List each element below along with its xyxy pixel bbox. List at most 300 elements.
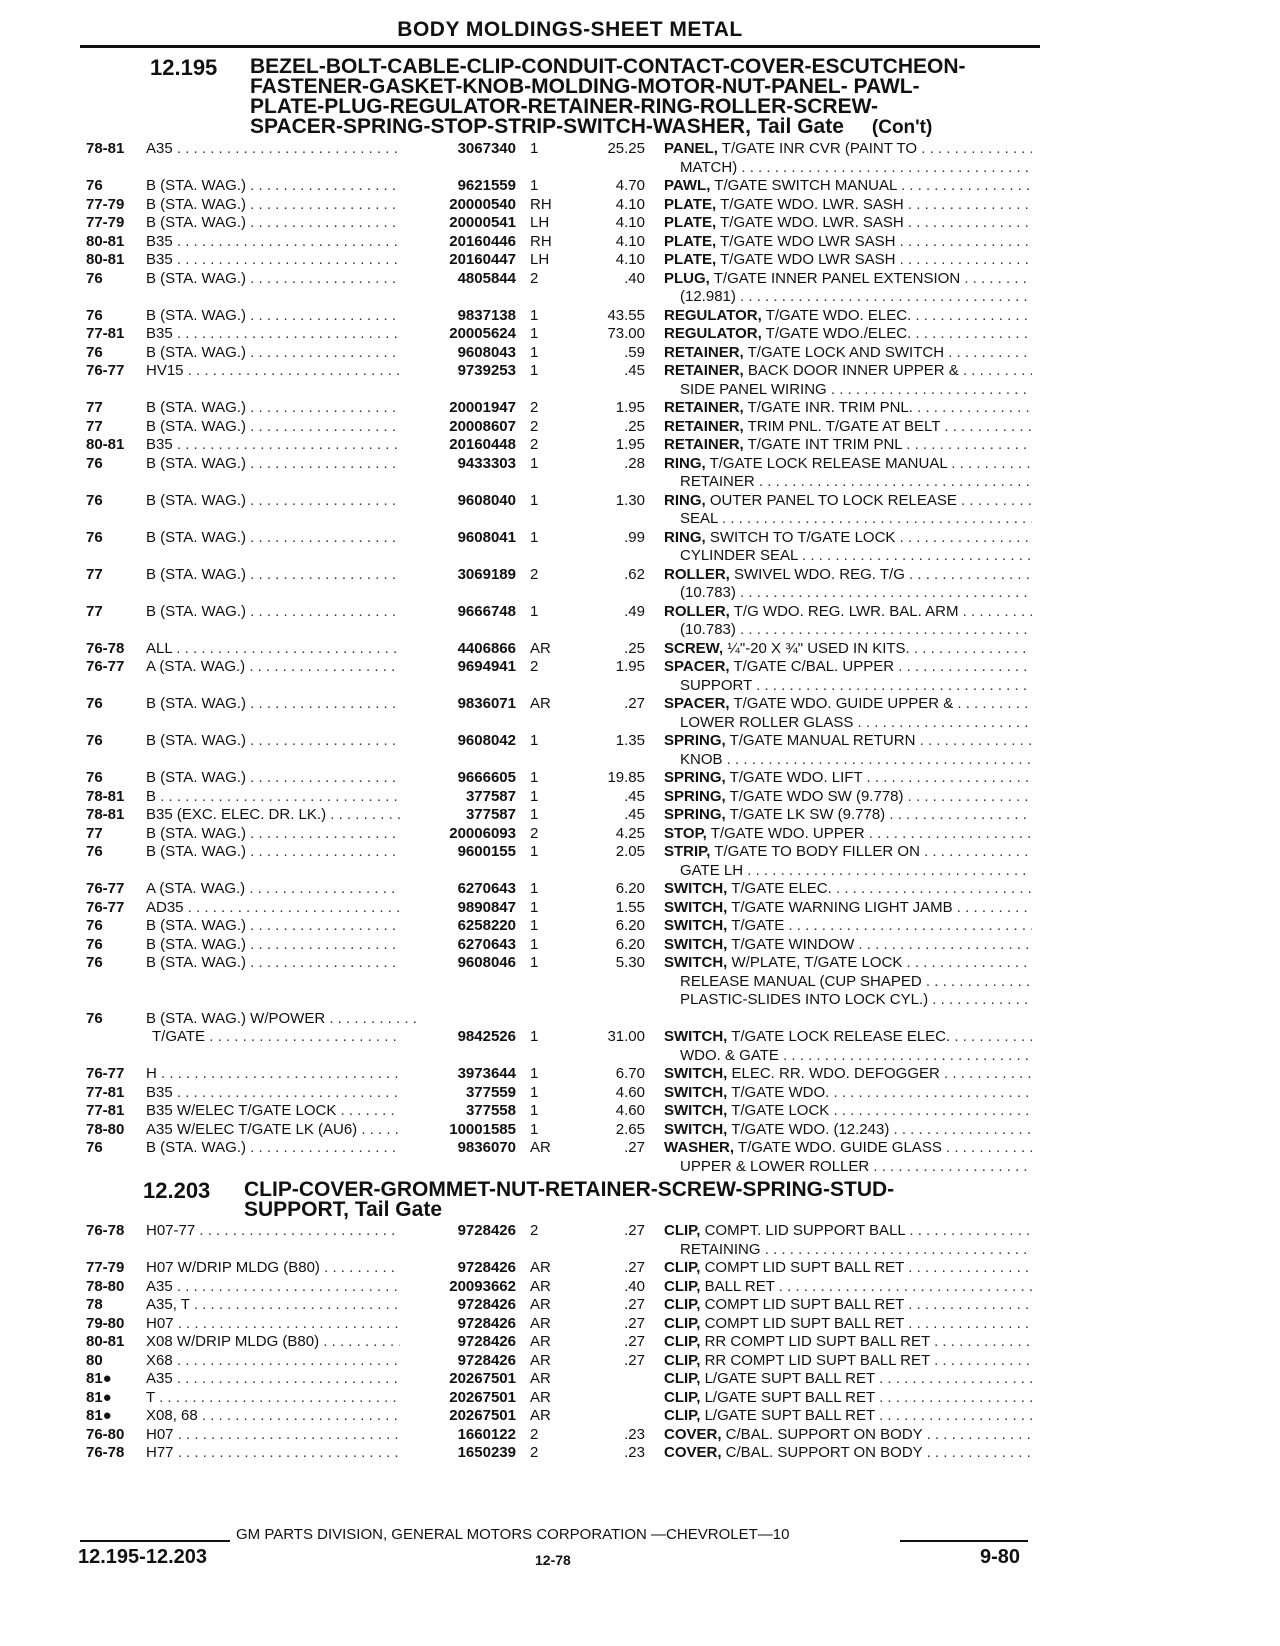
price: 1.55	[615, 898, 645, 916]
price: .25	[624, 639, 645, 657]
part-number: 9694941	[400, 658, 516, 677]
price: .62	[624, 565, 645, 583]
table-row	[0, 936, 1280, 955]
model-years: 79-80	[86, 1314, 125, 1332]
model-code: B (STA. WAG.) . . .	[146, 196, 416, 215]
table-row	[0, 1084, 1280, 1103]
price: 4.60	[615, 1083, 645, 1101]
price: 6.70	[615, 1065, 645, 1082]
part-number: 9666605	[400, 769, 516, 788]
model-code-continued: T/GATE . . .	[152, 1028, 422, 1047]
model-code: A35 . . .	[146, 140, 416, 159]
part-detail: T/GATE INR. TRIM PNL.	[743, 399, 913, 416]
part-number: 4406866	[400, 640, 516, 659]
quantity: 1	[530, 1120, 539, 1138]
part-description	[664, 214, 1032, 233]
quantity: AR	[530, 1333, 551, 1350]
model-years: 80	[86, 1351, 103, 1369]
price: .45	[624, 806, 645, 823]
table-row-continuation	[0, 1241, 1280, 1260]
model-code: B (STA. WAG.) . . .	[146, 695, 416, 714]
price: 6.20	[615, 917, 645, 934]
part-description	[664, 917, 1032, 936]
price: 4.60	[615, 1102, 645, 1119]
price: .45	[624, 362, 645, 379]
part-detail: RR COMPT LID SUPT BALL RET	[700, 1333, 930, 1350]
part-description	[664, 1389, 1032, 1408]
part-number: 9608040	[400, 492, 516, 511]
part-description	[664, 399, 1032, 418]
quantity: 1	[530, 1102, 539, 1119]
table-row-continuation	[0, 1047, 1280, 1066]
part-description-continued: (10.783) . . .	[680, 584, 1032, 603]
model-code: H77 . . .	[146, 1444, 416, 1463]
part-number: 4805844	[400, 270, 516, 289]
price: 4.70	[615, 177, 645, 194]
footer-publisher: GM PARTS DIVISION, GENERAL MOTORS CORPORATION —CHEVROLET—10	[236, 1526, 790, 1543]
table-row-continuation	[0, 584, 1280, 603]
part-name: CLIP,	[664, 1296, 701, 1313]
price: 4.25	[615, 824, 645, 842]
part-name: RETAINER,	[664, 417, 744, 435]
part-name: SCREW,	[664, 639, 724, 657]
section-title	[250, 57, 966, 138]
part-description-continued: SIDE PANEL WIRING . . .	[680, 381, 1032, 400]
part-description	[664, 603, 1032, 622]
quantity: AR	[530, 1407, 551, 1424]
quantity: 2	[530, 269, 539, 287]
model-years: 76	[86, 1139, 103, 1156]
part-name: RETAINER,	[664, 436, 744, 453]
part-number: 9739253	[400, 362, 516, 381]
table-row	[0, 418, 1280, 437]
part-description	[664, 1222, 1032, 1241]
table-row-continuation	[0, 510, 1280, 529]
part-name: WASHER,	[664, 1139, 735, 1156]
part-description	[664, 1352, 1032, 1371]
price: 19.85	[607, 769, 645, 786]
part-description	[664, 307, 1032, 326]
part-detail: COMPT LID SUPT BALL RET	[700, 1314, 905, 1332]
part-description	[664, 344, 1032, 363]
table-row	[0, 1296, 1280, 1315]
quantity: AR	[530, 1314, 551, 1332]
model-code: H07 . . .	[146, 1426, 416, 1445]
section-header	[0, 1178, 1280, 1222]
part-number: 20160446	[400, 233, 516, 252]
table-row	[0, 1315, 1280, 1334]
quantity: 1	[530, 343, 539, 361]
model-years: 78-81	[86, 806, 125, 823]
quantity: 1	[530, 602, 539, 620]
price: .99	[624, 528, 645, 546]
part-number: 20160447	[400, 251, 516, 270]
part-number: 9433303	[400, 455, 516, 474]
part-detail: T/GATE TO BODY FILLER ON	[710, 843, 920, 860]
part-name: CLIP,	[664, 1259, 701, 1276]
footer-rule	[900, 1540, 1028, 1542]
table-row	[0, 214, 1280, 233]
part-description	[664, 843, 1032, 862]
table-row	[0, 917, 1280, 936]
price: 73.00	[607, 325, 645, 342]
part-number: 377587	[400, 806, 516, 825]
price: .25	[624, 417, 645, 435]
part-detail: ELEC. RR. WDO. DEFOGGER	[727, 1065, 940, 1082]
footer-group-range: 12.195-12.203	[78, 1546, 208, 1568]
part-detail: T/GATE WINDOW	[727, 935, 855, 953]
model-code: B (STA. WAG.) . . .	[146, 843, 416, 862]
parts-list	[0, 140, 1280, 1176]
model-years: 77-79	[86, 1259, 125, 1276]
table-row-continuation	[0, 1158, 1280, 1177]
footer-date: 12-78	[535, 1552, 571, 1568]
model-code: B (STA. WAG.) . . .	[146, 917, 416, 936]
price: .27	[624, 1259, 645, 1276]
part-description	[664, 362, 1032, 381]
model-code: B (STA. WAG.) W/POWER . . .	[146, 1010, 416, 1029]
part-description	[664, 196, 1032, 215]
section-title-line: CLIP-COVER-GROMMET-NUT-RETAINER-SCREW-SPRING-STUD-	[244, 1178, 895, 1201]
table-row-continuation	[0, 547, 1280, 566]
table-row	[0, 769, 1280, 788]
price: 25.25	[607, 140, 645, 157]
price: .27	[624, 1351, 645, 1369]
model-years: 77	[86, 565, 103, 583]
part-number: 6258220	[400, 917, 516, 936]
table-row	[0, 399, 1280, 418]
model-code: B . . .	[146, 788, 416, 807]
table-row	[0, 1407, 1280, 1426]
section-title-line: PLATE-PLUG-REGULATOR-RETAINER-RING-ROLLER-SCREW-	[250, 95, 878, 118]
model-code: B (STA. WAG.) . . .	[146, 455, 416, 474]
model-years: 76	[86, 954, 103, 971]
part-detail: T/GATE WDO. UPPER	[706, 824, 865, 842]
table-row	[0, 307, 1280, 326]
model-years: 76	[86, 177, 103, 194]
part-detail: T/GATE WDO. GUIDE UPPER &	[729, 695, 954, 712]
part-detail: T/GATE LOCK	[727, 1102, 830, 1119]
part-description	[664, 1333, 1032, 1352]
part-name: RING,	[664, 528, 706, 546]
quantity: 2	[530, 824, 539, 842]
part-number: 377559	[400, 1084, 516, 1103]
part-description	[664, 1084, 1032, 1103]
part-detail: T/GATE C/BAL. UPPER	[729, 658, 895, 675]
model-years: 80-81	[86, 436, 125, 453]
quantity: LH	[530, 214, 550, 231]
model-years: 76-77	[86, 898, 125, 916]
parts-list	[0, 1222, 1280, 1463]
part-detail: C/BAL. SUPPORT ON BODY	[721, 1425, 923, 1443]
part-number: 20000540	[400, 196, 516, 215]
table-row	[0, 1426, 1280, 1445]
table-row	[0, 140, 1280, 159]
part-number: 3067340	[400, 140, 516, 159]
part-description	[664, 695, 1032, 714]
part-number: 9608046	[400, 954, 516, 973]
part-name: ROLLER,	[664, 565, 730, 583]
part-description	[664, 732, 1032, 751]
model-years: 76	[86, 306, 103, 324]
model-code: B (STA. WAG.) . . .	[146, 307, 416, 326]
part-name: COVER,	[664, 1444, 722, 1461]
price: .27	[624, 695, 645, 712]
part-detail: T/GATE INT TRIM PNL	[743, 436, 903, 453]
table-row	[0, 233, 1280, 252]
price: .28	[624, 454, 645, 472]
part-number: 9666748	[400, 603, 516, 622]
part-name: CLIP,	[664, 1222, 701, 1239]
table-row	[0, 695, 1280, 714]
quantity: 1	[530, 843, 539, 860]
quantity: 1	[530, 1083, 539, 1101]
part-description	[664, 954, 1032, 973]
part-description	[664, 1259, 1032, 1278]
part-detail: T/GATE WDO LWR SASH	[716, 251, 896, 268]
part-number: 20160448	[400, 436, 516, 455]
part-number: 20005624	[400, 325, 516, 344]
part-number: 9608041	[400, 529, 516, 548]
model-code: H07-77 . . .	[146, 1222, 416, 1241]
table-row	[0, 1010, 1280, 1029]
part-detail: T/GATE LOCK AND SWITCH	[743, 343, 945, 361]
quantity: AR	[530, 1277, 551, 1295]
price: 1.95	[615, 436, 645, 453]
quantity: 2	[530, 436, 539, 453]
part-description	[664, 1296, 1032, 1315]
table-row	[0, 436, 1280, 455]
model-code: A35 . . .	[146, 1278, 416, 1297]
part-number: 377558	[400, 1102, 516, 1121]
price: .27	[624, 1222, 645, 1239]
part-detail: T/GATE WARNING LIGHT JAMB	[727, 898, 953, 916]
model-code: A35 . . .	[146, 1370, 416, 1389]
model-years: 77	[86, 824, 103, 842]
part-description	[664, 1278, 1032, 1297]
price: 2.05	[615, 843, 645, 860]
model-years: 76-78	[86, 1222, 125, 1239]
part-detail: TRIM PNL. T/GATE AT BELT	[743, 417, 941, 435]
part-description	[664, 418, 1032, 437]
quantity: AR	[530, 1351, 551, 1369]
model-code: B35 (EXC. ELEC. DR. LK.) . . .	[146, 806, 416, 825]
part-detail: T/GATE INNER PANEL EXTENSION	[709, 269, 961, 287]
section-title-line-wrap	[250, 117, 966, 138]
part-detail: T/GATE WDO LWR SASH	[716, 232, 896, 250]
model-years: 77-81	[86, 325, 125, 342]
model-years: 76-78	[86, 1444, 125, 1461]
model-years: 76	[86, 454, 103, 472]
part-number: 9600155	[400, 843, 516, 862]
price: 6.20	[615, 880, 645, 897]
section-number: 12.195	[150, 55, 218, 80]
part-number: 10001585	[400, 1121, 516, 1140]
model-code: B (STA. WAG.) . . .	[146, 603, 416, 622]
part-name: PLATE,	[664, 214, 717, 231]
part-detail: SWIVEL WDO. REG. T/G	[729, 565, 905, 583]
table-row	[0, 899, 1280, 918]
part-description	[664, 1444, 1032, 1463]
model-code: B (STA. WAG.) . . .	[146, 936, 416, 955]
table-row	[0, 788, 1280, 807]
part-detail: COMPT LID SUPT BALL RET	[700, 1296, 905, 1313]
part-description	[664, 1426, 1032, 1445]
footer-page-number: 9-80	[980, 1546, 1021, 1568]
part-name: SPRING,	[664, 769, 726, 786]
part-description-continued: UPPER & LOWER ROLLER . . .	[680, 1158, 1032, 1177]
part-description-continued: GATE LH . . .	[680, 862, 1032, 881]
model-code: B35 . . .	[146, 233, 416, 252]
part-name: RING,	[664, 454, 706, 472]
table-row-continuation	[0, 473, 1280, 492]
part-detail: T/GATE WDO. (12.243)	[727, 1120, 890, 1138]
model-code: B (STA. WAG.) . . .	[146, 418, 416, 437]
part-name: SWITCH,	[664, 935, 728, 953]
quantity: 1	[530, 769, 539, 786]
part-name: SPACER,	[664, 695, 730, 712]
table-row	[0, 603, 1280, 622]
part-name: SWITCH,	[664, 917, 728, 934]
part-name: RING,	[664, 491, 706, 509]
part-detail: T/GATE INR CVR (PAINT TO	[717, 140, 918, 157]
quantity: AR	[530, 1388, 551, 1406]
part-description	[664, 492, 1032, 511]
part-name: RETAINER,	[664, 362, 744, 379]
quantity: AR	[530, 1370, 551, 1387]
model-years: 78-80	[86, 1120, 125, 1138]
price: 1.35	[615, 732, 645, 749]
model-code: B (STA. WAG.) . . .	[146, 1139, 416, 1158]
quantity: AR	[530, 1296, 551, 1313]
table-row	[0, 251, 1280, 270]
model-years: 78-80	[86, 1277, 125, 1295]
table-row	[0, 1065, 1280, 1084]
quantity: 1	[530, 917, 539, 934]
table-row	[0, 196, 1280, 215]
model-years: 77-81	[86, 1102, 125, 1119]
part-detail: T/GATE WDO. LWR. SASH	[716, 214, 904, 231]
model-years: 76-77	[86, 658, 125, 675]
model-code: B (STA. WAG.) . . .	[146, 954, 416, 973]
part-number: 20000541	[400, 214, 516, 233]
part-detail: L/GATE SUPT BALL RET	[700, 1407, 875, 1424]
model-code: B (STA. WAG.) . . .	[146, 529, 416, 548]
table-row-continuation	[0, 159, 1280, 178]
part-name: SWITCH,	[664, 1028, 728, 1045]
table-row	[0, 492, 1280, 511]
table-row	[0, 806, 1280, 825]
quantity: 1	[530, 362, 539, 379]
quantity: 1	[530, 954, 539, 971]
model-years: 76-78	[86, 639, 125, 657]
model-code: T . . .	[146, 1389, 416, 1408]
part-detail: L/GATE SUPT BALL RET	[700, 1370, 875, 1387]
part-number: 9837138	[400, 307, 516, 326]
part-name: SPRING,	[664, 732, 726, 749]
price: 5.30	[615, 954, 645, 971]
model-years: 76	[86, 528, 103, 546]
part-description	[664, 769, 1032, 788]
quantity: RH	[530, 195, 552, 213]
quantity: 1	[530, 1028, 539, 1045]
quantity: 1	[530, 787, 539, 805]
part-detail: T/GATE MANUAL RETURN	[725, 732, 916, 749]
quantity: 2	[530, 658, 539, 675]
part-name: SWITCH,	[664, 1083, 728, 1101]
table-row	[0, 325, 1280, 344]
section-title-line: FASTENER-GASKET-KNOB-MOLDING-MOTOR-NUT-PANEL- PAWL-	[250, 75, 920, 98]
part-detail: T/GATE WDO./ELEC.	[761, 325, 912, 342]
part-description	[664, 936, 1032, 955]
model-code: B (STA. WAG.) . . .	[146, 769, 416, 788]
quantity: 1	[530, 528, 539, 546]
table-row	[0, 529, 1280, 548]
part-name: SWITCH,	[664, 880, 728, 897]
model-years: 81●	[86, 1370, 112, 1387]
quantity: AR	[530, 695, 551, 712]
part-description	[664, 1139, 1032, 1158]
table-row	[0, 1102, 1280, 1121]
model-code: B (STA. WAG.) . . .	[146, 399, 416, 418]
part-name: SWITCH,	[664, 954, 728, 971]
part-detail: ¼"-20 X ¾" USED IN KITS.	[723, 639, 910, 657]
part-number: 9836070	[400, 1139, 516, 1158]
table-row	[0, 658, 1280, 677]
price: .27	[624, 1139, 645, 1156]
page-title: BODY MOLDINGS-SHEET METAL	[397, 18, 743, 41]
model-years: 76	[86, 269, 103, 287]
table-row-continuation	[0, 751, 1280, 770]
section-header	[0, 55, 1280, 137]
quantity: 1	[530, 140, 539, 157]
table-row	[0, 1278, 1280, 1297]
price: .40	[624, 269, 645, 287]
part-detail: T/GATE	[727, 917, 785, 934]
price: 4.10	[615, 232, 645, 250]
part-detail: RR COMPT LID SUPT BALL RET	[700, 1351, 930, 1369]
part-description	[664, 1028, 1032, 1047]
part-description	[664, 1121, 1032, 1140]
part-number: 6270643	[400, 880, 516, 899]
model-years: 80-81	[86, 1333, 125, 1350]
section-title-line: BEZEL-BOLT-CABLE-CLIP-CONDUIT-CONTACT-COVER-ESCUTCHEON-	[250, 55, 966, 78]
part-name: PLATE,	[664, 232, 717, 250]
price: 1.30	[615, 491, 645, 509]
part-description	[664, 233, 1032, 252]
table-row	[0, 954, 1280, 973]
part-number: 20008607	[400, 418, 516, 437]
part-description	[664, 140, 1032, 159]
quantity: 2	[530, 417, 539, 435]
part-detail: COMPT LID SUPT BALL RET	[700, 1259, 905, 1276]
model-code: ALL . . .	[146, 640, 416, 659]
quantity: LH	[530, 251, 550, 268]
table-row	[0, 455, 1280, 474]
part-number: 9728426	[400, 1333, 516, 1352]
price: .59	[624, 343, 645, 361]
table-row	[0, 1370, 1280, 1389]
table-row	[0, 825, 1280, 844]
part-description	[664, 270, 1032, 289]
quantity: 2	[530, 1222, 539, 1239]
quantity: 1	[530, 491, 539, 509]
part-detail: L/GATE SUPT BALL RET	[700, 1388, 875, 1406]
part-description-continued: (12.981) . . .	[680, 288, 1032, 307]
part-name: PLATE,	[664, 195, 717, 213]
model-years: 78-81	[86, 140, 125, 157]
table-row	[0, 566, 1280, 585]
